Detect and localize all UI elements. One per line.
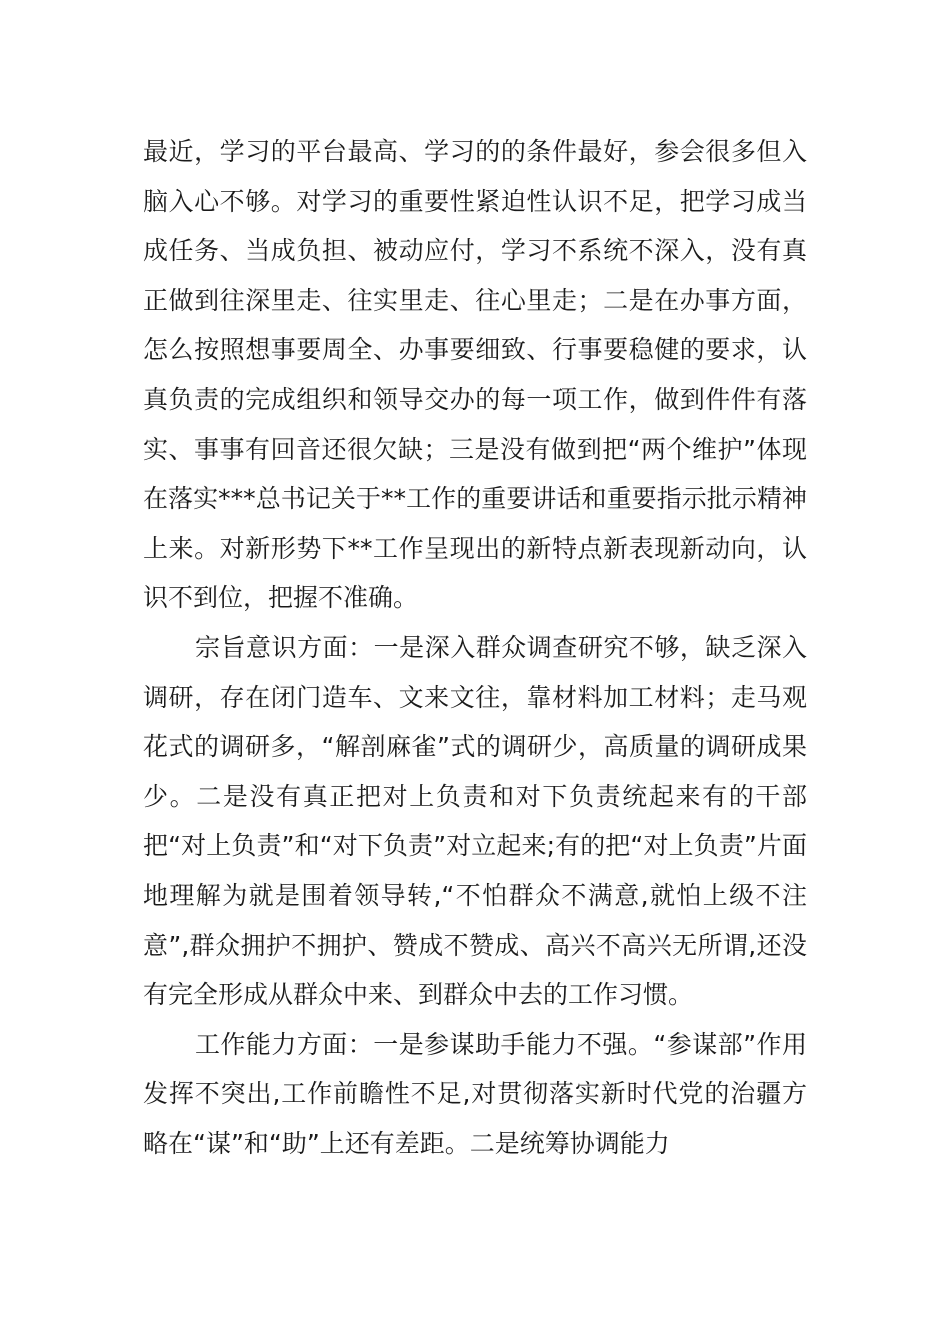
document-body: [143, 127, 807, 1168]
paragraph-2: 宗旨意识方面：一是深入群众调查研究不够，缺乏深入调研，存在闭门造车、文来文往，靠材料加工材料；走马观花式的调研多，“解剖麻雀”式的调研少，高质量的调研成果少。二是没有真正把对上负责和对下负责统起来有的干部把“对上负责”和“对下负责”对立起来;有的把“对上负责”片面地理解为就是围着领导转,“不怕群众不满意,就怕上级不注意”,群众拥护不拥护、赞成不赞成、高兴不高兴无所谓,还没有完全形成从群众中来、到群众中去的工作习惯。: [143, 632, 807, 1010]
paragraph-3: 工作能力方面：一是参谋助手能力不强。“参谋部”作用发挥不突出,工作前瞻性不足,对贯彻落实新时代党的治疆方略在“谋”和“助”上还有差距。二是统筹协调能力: [143, 1029, 807, 1158]
paragraph-1: 最近，学习的平台最高、学习的的条件最好，参会很多但入脑入心不够。对学习的重要性紧迫性认识不足，把学习成当成任务、当成负担、被动应付，学习不系统不深入，没有真正做到往深里走、往实里走、往心里走；二是在办事方面，怎么按照想事要周全、办事要细致、行事要稳健的要求，认真负责的完成组织和领导交办的每一项工作，做到件件有落实、事事有回音还很欠缺；三是没有做到把“两个维护”体现在落实***总书记关于**工作的重要讲话和重要指示批示精神上来。对新形势下**工作呈现出的新特点新表现新动向，认识不到位，把握不准确。: [143, 137, 807, 613]
